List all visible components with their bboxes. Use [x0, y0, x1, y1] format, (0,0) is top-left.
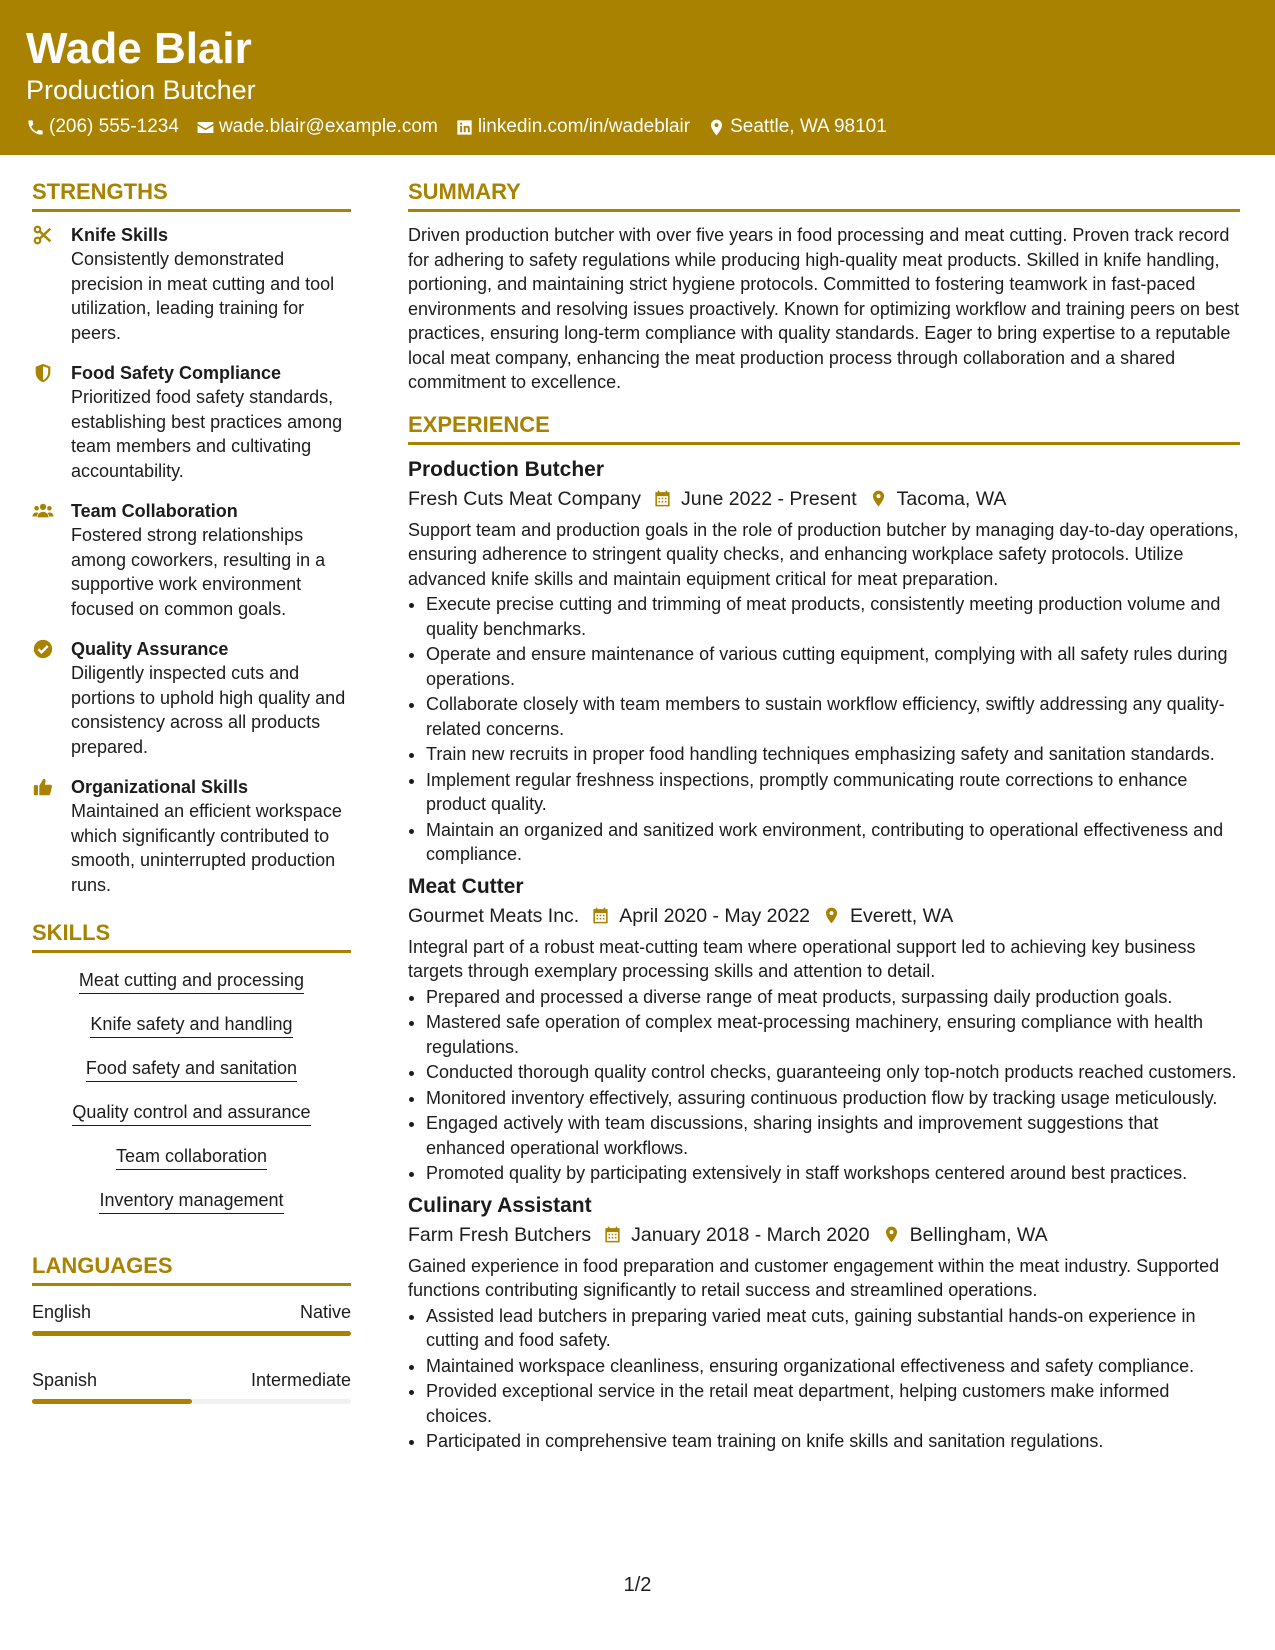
job-dates: April 2020 - May 2022 — [619, 904, 811, 927]
skill-label: Quality control and assurance — [72, 1100, 310, 1126]
envelope-icon — [196, 118, 215, 137]
job-description: Integral part of a robust meat-cutting team where operational support led to achieving key business targets through exemplary processing skills and attention to detail. — [408, 936, 1196, 981]
thumbs-up-icon — [32, 776, 54, 798]
strength-title: Team Collaboration — [71, 501, 238, 521]
language-level: Native — [299, 1302, 351, 1322]
scissors-icon — [32, 224, 54, 246]
language-level: Intermediate — [250, 1370, 351, 1390]
strength-desc: Prioritized food safety standards, establishing best practices among team members and cultivating accountability. — [71, 387, 343, 481]
resume-header — [0, 0, 1275, 155]
candidate-name: Wade Blair — [26, 24, 252, 73]
job-bullet: • Conducted thorough quality control checks, guaranteeing only top-notch products reached customers. — [426, 1060, 1240, 1085]
left-column — [32, 178, 351, 1404]
calendar-icon — [591, 1225, 631, 1244]
language-item — [32, 1300, 351, 1336]
contact-phone[interactable] — [26, 114, 179, 140]
language-proficiency-bar — [32, 1399, 351, 1404]
calendar-icon — [641, 489, 681, 508]
job-bullet: • Assisted lead butchers in preparing varied meat cuts, gaining substantial hands-on experience in cutting and food safety. — [426, 1304, 1240, 1353]
strength-item — [32, 223, 351, 345]
language-name: English — [32, 1302, 92, 1322]
job-meta — [408, 1220, 1240, 1250]
map-pin-icon — [810, 906, 850, 925]
language-item — [32, 1368, 351, 1404]
map-pin-icon — [707, 118, 726, 137]
summary-section — [408, 178, 1240, 395]
contact-linkedin[interactable] — [455, 114, 690, 140]
check-circle-icon — [32, 638, 54, 660]
job-bullets — [408, 1304, 1240, 1454]
skill-label: Meat cutting and processing — [79, 968, 304, 994]
contact-bar — [26, 114, 904, 140]
job-bullet: • Execute precise cutting and trimming of meat products, consistently meeting production volume and quality benchmarks. — [426, 592, 1240, 641]
map-pin-icon — [857, 489, 897, 508]
job-bullet: • Mastered safe operation of complex meat-processing machinery, ensuring compliance with health regulations. — [426, 1010, 1240, 1059]
skills-heading: SKILLS — [32, 919, 351, 953]
job-title: Production Butcher — [408, 457, 605, 481]
skill-item — [32, 1012, 351, 1038]
calendar-icon — [579, 906, 619, 925]
contact-email[interactable] — [196, 114, 438, 140]
strength-item — [32, 499, 351, 621]
phone-icon — [26, 118, 45, 137]
skill-label: Inventory management — [99, 1188, 283, 1214]
job-dates: January 2018 - March 2020 — [631, 1223, 870, 1246]
job-list — [408, 456, 1240, 1454]
job-bullet: • Maintained workspace cleanliness, ensuring organizational effectiveness and safety compliance. — [426, 1354, 1240, 1379]
job-bullet: • Promoted quality by participating extensively in staff workshops centered around best practices. — [426, 1161, 1240, 1186]
job-bullet: • Prepared and processed a diverse range of meat products, surpassing daily production goals. — [426, 985, 1240, 1010]
job-bullets — [408, 985, 1240, 1186]
users-icon — [32, 500, 54, 522]
strength-title: Food Safety Compliance — [71, 363, 282, 383]
strength-title: Knife Skills — [71, 225, 169, 245]
job-company: Gourmet Meats Inc. — [408, 904, 580, 927]
job-entry — [408, 1192, 1240, 1454]
strength-title: Quality Assurance — [71, 639, 229, 659]
phone-text: (206) 555-1234 — [49, 116, 179, 137]
languages-heading: LANGUAGES — [32, 1252, 351, 1286]
strength-desc: Maintained an efficient workspace which significantly contributed to smooth, uninterrupted production runs. — [71, 801, 342, 895]
linkedin-icon — [455, 118, 474, 137]
contact-location — [707, 114, 887, 140]
job-company: Farm Fresh Butchers — [408, 1223, 592, 1246]
job-bullet: • Collaborate closely with team members to sustain workflow efficiency, swiftly addressing any quality-related concerns. — [426, 692, 1240, 741]
candidate-title: Production Butcher — [26, 75, 256, 105]
skill-label: Team collaboration — [116, 1144, 267, 1170]
strength-title: Organizational Skills — [71, 777, 249, 797]
job-bullet: • Participated in comprehensive team training on knife skills and sanitation regulations. — [426, 1429, 1240, 1454]
experience-heading: EXPERIENCE — [408, 411, 1240, 445]
skill-item — [32, 1056, 351, 1082]
strength-item — [32, 637, 351, 759]
right-column — [408, 178, 1240, 1460]
job-title: Meat Cutter — [408, 874, 524, 898]
strength-desc: Diligently inspected cuts and portions to uphold high quality and consistency across all products prepared. — [71, 663, 346, 757]
shield-icon — [32, 362, 54, 384]
job-bullet: • Maintain an organized and sanitized work environment, contributing to operational effectiveness and compliance. — [426, 818, 1240, 867]
job-bullet: • Provided exceptional service in the retail meat department, helping customers make informed choices. — [426, 1379, 1240, 1428]
skills-list — [32, 964, 351, 1214]
skill-item — [32, 1188, 351, 1214]
job-location: Tacoma, WA — [896, 487, 1007, 510]
language-proficiency-fill — [32, 1331, 351, 1336]
strength-item — [32, 361, 351, 483]
job-meta — [408, 484, 1240, 514]
summary-heading: SUMMARY — [408, 178, 1240, 212]
job-company: Fresh Cuts Meat Company — [408, 487, 642, 510]
email-text: wade.blair@example.com — [218, 116, 438, 137]
job-bullet: • Operate and ensure maintenance of various cutting equipment, complying with all safety rules during operations. — [426, 642, 1240, 691]
skill-label: Food safety and sanitation — [86, 1056, 297, 1082]
map-pin-icon — [870, 1225, 910, 1244]
strengths-section — [32, 178, 351, 897]
job-bullets — [408, 592, 1240, 867]
summary-text: Driven production butcher with over five years in food processing and meat cutting. Proven track record for adhering to safety regulations while producing high-quality meat products. Skilled in knife handling, portioning, and maintaining strict hygiene protocols. Committed to fostering teamwork in fast-paced environments and resolving issues proactively. Known for optimizing workflow and training peers on best practices, ensuring long-term compliance with quality standards. Eager to bring expertise to a reputable local meat company, enhancing the meat production process through collaboration and a shared commitment to excellence. — [408, 225, 1240, 392]
skill-item — [32, 968, 351, 994]
strength-item — [32, 775, 351, 897]
job-bullet: • Train new recruits in proper food handling techniques emphasizing safety and sanitation standards. — [426, 742, 1240, 767]
job-location: Bellingham, WA — [909, 1223, 1048, 1246]
job-location: Everett, WA — [850, 904, 954, 927]
job-meta — [408, 901, 1240, 931]
linkedin-text: linkedin.com/in/wadeblair — [477, 116, 691, 137]
page-number: 1/2 — [623, 1574, 652, 1596]
strength-desc: Consistently demonstrated precision in meat cutting and tool utilization, leading training for peers. — [71, 249, 335, 343]
job-dates: June 2022 - Present — [681, 487, 857, 510]
job-title: Culinary Assistant — [408, 1193, 592, 1217]
experience-section — [408, 411, 1240, 1454]
job-entry — [408, 873, 1240, 1186]
skill-item — [32, 1144, 351, 1170]
skills-section — [32, 919, 351, 1214]
strength-desc: Fostered strong relationships among coworkers, resulting in a supportive work environment focused on common goals. — [71, 525, 326, 619]
skill-label: Knife safety and handling — [90, 1012, 292, 1038]
job-bullet: • Engaged actively with team discussions, sharing insights and improvement suggestions that enhanced operational workflows. — [426, 1111, 1240, 1160]
skill-item — [32, 1100, 351, 1126]
strengths-heading: STRENGTHS — [32, 178, 351, 212]
language-proficiency-fill — [32, 1399, 192, 1404]
language-name: Spanish — [32, 1370, 98, 1390]
job-description: Support team and production goals in the role of production butcher by managing day-to-day operations, ensuring adherence to stringent quality checks, and enhancing workplace safety protocols. Utilize advanced knife skills and maintain equipment critical for meat preparation. — [408, 519, 1239, 589]
job-entry — [408, 456, 1240, 867]
location-text: Seattle, WA 98101 — [730, 116, 887, 137]
languages-section — [32, 1252, 351, 1404]
job-bullet: • Monitored inventory effectively, assuring continuous production flow by tracking usage meticulously. — [426, 1086, 1240, 1111]
job-description: Gained experience in food preparation and customer engagement within the meat industry. Supported functions contributing significantly to retail success and streamlined operations. — [408, 1255, 1220, 1300]
job-bullet: • Implement regular freshness inspections, promptly communicating route corrections to enhance product quality. — [426, 768, 1240, 817]
language-proficiency-bar — [32, 1331, 351, 1336]
